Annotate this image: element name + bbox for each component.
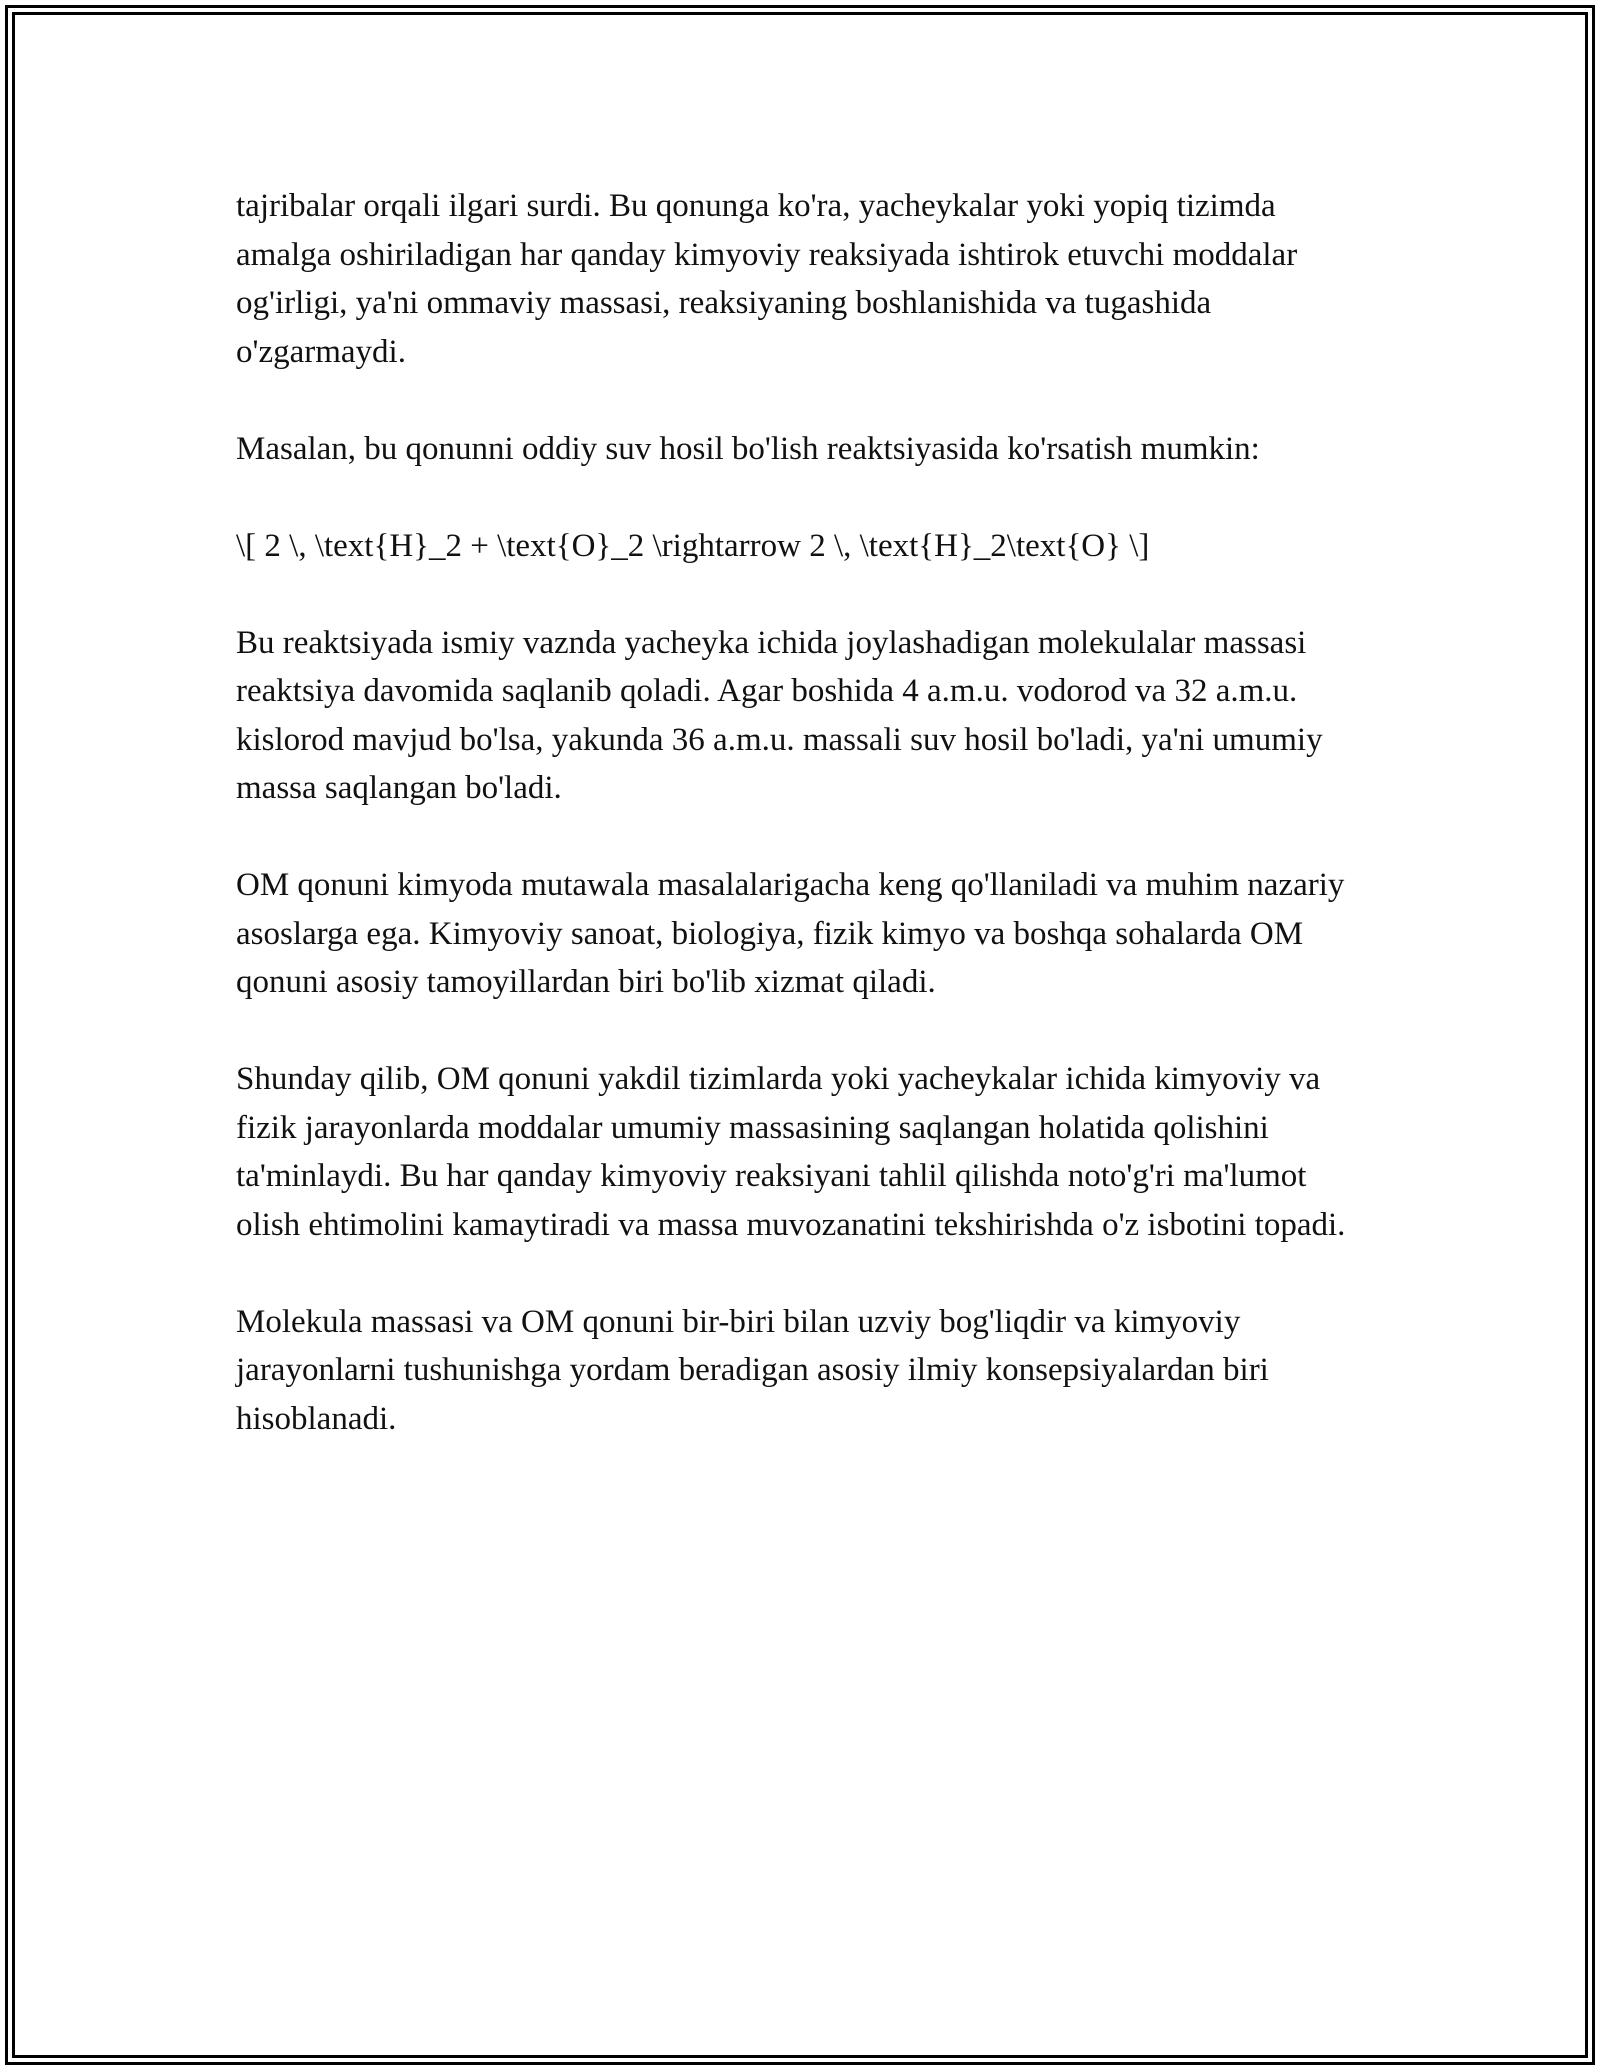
- paragraph-example-intro: Masalan, bu qonunni oddiy suv hosil bo'lish reaktsiyasida ko'rsatish mumkin:: [236, 430, 1260, 467]
- paragraph-reaction-mass: Bu reaktsiyada ismiy vaznda yacheyka ichida joylashadigan molekulalar massasi reaktsiya davomida saqlanib qoladi. Agar boshida 4 a.m.u. vodorod va 32 a.m.u. kislorod mavjud bo'lsa, yakunda 36 a.m.u. massali suv hosil bo'ladi, ya'ni umumiy massa saqlangan bo'ladi.: [236, 624, 1323, 806]
- paragraph-equation: \[ 2 \, \text{H}_2 + \text{O}_2 \rightarrow 2 \, \text{H}_2\text{O} \]: [236, 527, 1150, 564]
- paragraph-conclusion: Molekula massasi va OM qonuni bir-biri bilan uzviy bog'liqdir va kimyoviy jarayonlarni tushunishga yordam beradigan asosiy ilmiy konsepsiyalardan biri hisoblanadi.: [236, 1303, 1269, 1437]
- paragraph-conservation-law: tajribalar orqali ilgari surdi. Bu qonunga ko'ra, yacheykalar yoki yopiq tizimda amalga oshiriladigan har qanday kimyoviy reaksiyada ishtirok etuvchi moddalar og'irligi, ya'ni ommaviy massasi, reaksiyaning boshlanishida va tugashida o'zgarmaydi.: [236, 188, 1298, 370]
- document-body: [236, 182, 1366, 1492]
- paragraph-applications: OM qonuni kimyoda mutawala masalalarigacha keng qo'llaniladi va muhim nazariy asoslarga ega. Kimyoviy sanoat, biologiya, fizik kimyo va boshqa sohalarda OM qonuni asosiy tamoyillardan biri bo'lib xizmat qiladi.: [236, 867, 1345, 1000]
- paragraph-summary: Shunday qilib, OM qonuni yakdil tizimlarda yoki yacheykalar ichida kimyoviy va fizik jarayonlarda moddalar umumiy massasining saqlangan holatida qolishini ta'minlaydi. Bu har qanday kimyoviy reaksiyani tahlil qilishda noto'g'ri ma'lumot olish ehtimolini kamaytiradi va massa muvozanatini tekshirishda o'z isbotini topadi.: [236, 1061, 1346, 1243]
